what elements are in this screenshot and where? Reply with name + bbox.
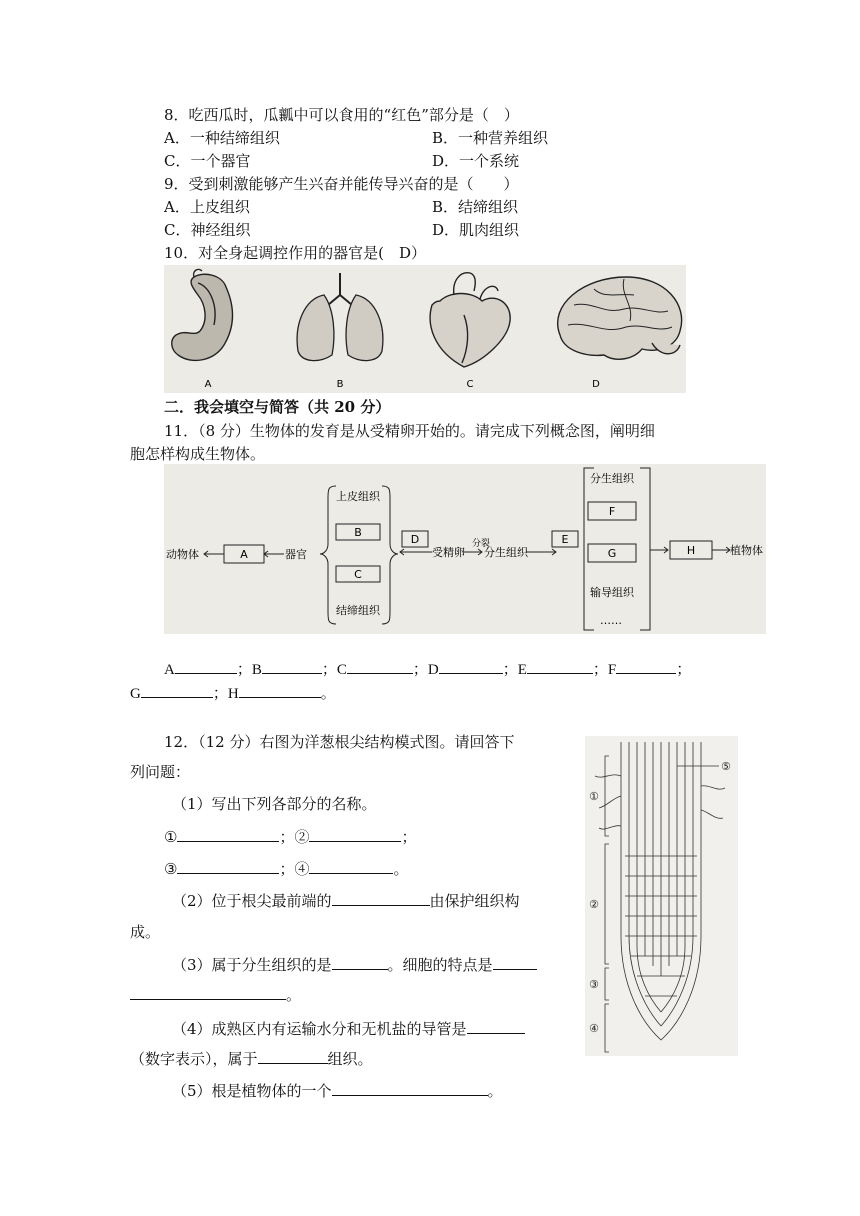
q12-part-3-cont: 。 [130,983,301,1006]
box-h-label: H [686,544,696,557]
blank-cell-feature[interactable] [493,953,537,970]
organs-figure [164,265,686,393]
brain-illustration [558,277,682,359]
label-division: 分裂 [472,539,491,549]
label-dots: …… [600,614,622,627]
organ-label-d: D [592,379,600,390]
blank-organ[interactable] [332,1079,488,1096]
root-part-5-label: ⑤ [721,760,731,773]
q8-option-d: D．一个系统 [432,152,520,170]
q11-line-2: 胞怎样构成生物体。 [130,445,266,463]
blank-f[interactable] [616,657,676,674]
label-plant: 植物体 [730,544,763,557]
label-meristem-1: 分生组织 [484,546,528,559]
q8-option-b: B．一种营养组织 [432,129,549,147]
q12-part-1: （1）写出下列各部分的名称。 [172,795,377,813]
organ-label-a: A [204,379,212,390]
q12-names-row-1: ① ；② ； [164,825,417,848]
box-e-label: E [561,533,569,546]
label-connective: 结缔组织 [336,604,380,617]
q11-answer-line-2: G ；H 。 [130,681,336,705]
q12-names-row-2: ③ ；④ 。 [164,857,409,880]
q12-part-2: （2）位于根尖最前端的 由保护组织构 [172,889,520,912]
q12-part-4: （4）成熟区内有运输水分和无机盐的导管是 [172,1017,525,1040]
q8-option-a: A．一种结缔组织 [164,129,280,147]
section-2-title: 二．我会填空与简答（共 20 分） [164,398,391,416]
q12-part-5: （5）根是植物体的一个 。 [172,1079,503,1102]
label-animal: 动物体 [166,548,199,561]
root-zone-3-label: ③ [589,978,599,991]
blank-root-cap[interactable] [332,889,430,906]
q9-option-b: B．结缔组织 [432,198,519,216]
blank-a[interactable] [175,657,237,674]
organ-label-c: C [466,379,474,390]
q12-part-3: （3）属于分生组织的是 。细胞的特点是 [172,953,537,976]
blank-cell-feature-cont[interactable] [130,983,286,1000]
root-zone-2-label: ② [589,898,599,911]
organ-label-b: B [336,379,344,390]
q11-line-1: 11．（8 分）生物体的发育是从受精卵开始的。请完成下列概念图，阐明细 [164,422,655,440]
blank-d[interactable] [439,657,503,674]
root-tip-figure [585,736,738,1056]
q9-stem: 9．受到刺激能够产生兴奋并能传导兴奋的是（ ） [164,175,519,193]
box-b-label: B [354,526,362,539]
blank-meristem[interactable] [332,953,388,970]
box-f-label: F [608,505,616,518]
label-conductive: 输导组织 [590,586,634,599]
stomach-illustration [172,269,233,360]
label-organ: 器官 [285,548,307,561]
q8-stem: 8．吃西瓜时，瓜瓤中可以食用的“红色”部分是（ ） [164,106,519,124]
q10-stem: 10．对全身起调控作用的器官是( D） [164,244,426,262]
label-zygote: 受精卵 [432,546,465,559]
blank-tissue[interactable] [258,1047,328,1064]
blank-vessel[interactable] [467,1017,525,1034]
blank-g[interactable] [141,681,213,698]
box-c-label: C [354,568,362,581]
q9-option-a: A．上皮组织 [164,198,250,216]
box-a-label: A [240,548,248,561]
blank-part-2[interactable] [309,825,401,842]
q12-line-1: 12．（12 分）右图为洋葱根尖结构模式图。请回答下 [164,733,515,751]
box-d-label: D [410,533,420,546]
q12-part-4-cont: （数字表示），属于 组织。 [130,1047,373,1070]
q9-option-d: D．肌肉组织 [432,221,520,239]
heart-illustration [430,273,510,367]
root-zone-1-label: ① [589,790,599,803]
blank-c[interactable] [347,657,413,674]
blank-e[interactable] [527,657,593,674]
blank-part-1[interactable] [177,825,279,842]
lungs-illustration [297,273,383,361]
blank-part-3[interactable] [177,857,279,874]
root-zone-4-label: ④ [589,1022,599,1035]
label-epithelial: 上皮组织 [336,490,380,503]
q12-line-2: 列问题： [130,763,191,781]
q12-part-2-cont: 成。 [130,923,161,941]
blank-b[interactable] [262,657,322,674]
blank-part-4[interactable] [309,857,393,874]
blank-h[interactable] [239,681,321,698]
label-meristem-2: 分生组织 [590,472,634,485]
root-tip-illustration [595,742,725,1052]
q11-answer-line-1: A ；B ；C ；D ；E ；F ； [164,657,691,681]
concept-map [164,464,766,634]
q9-option-c: C．神经组织 [164,221,251,239]
q8-option-c: C．一个器官 [164,152,251,170]
box-g-label: G [607,547,617,560]
